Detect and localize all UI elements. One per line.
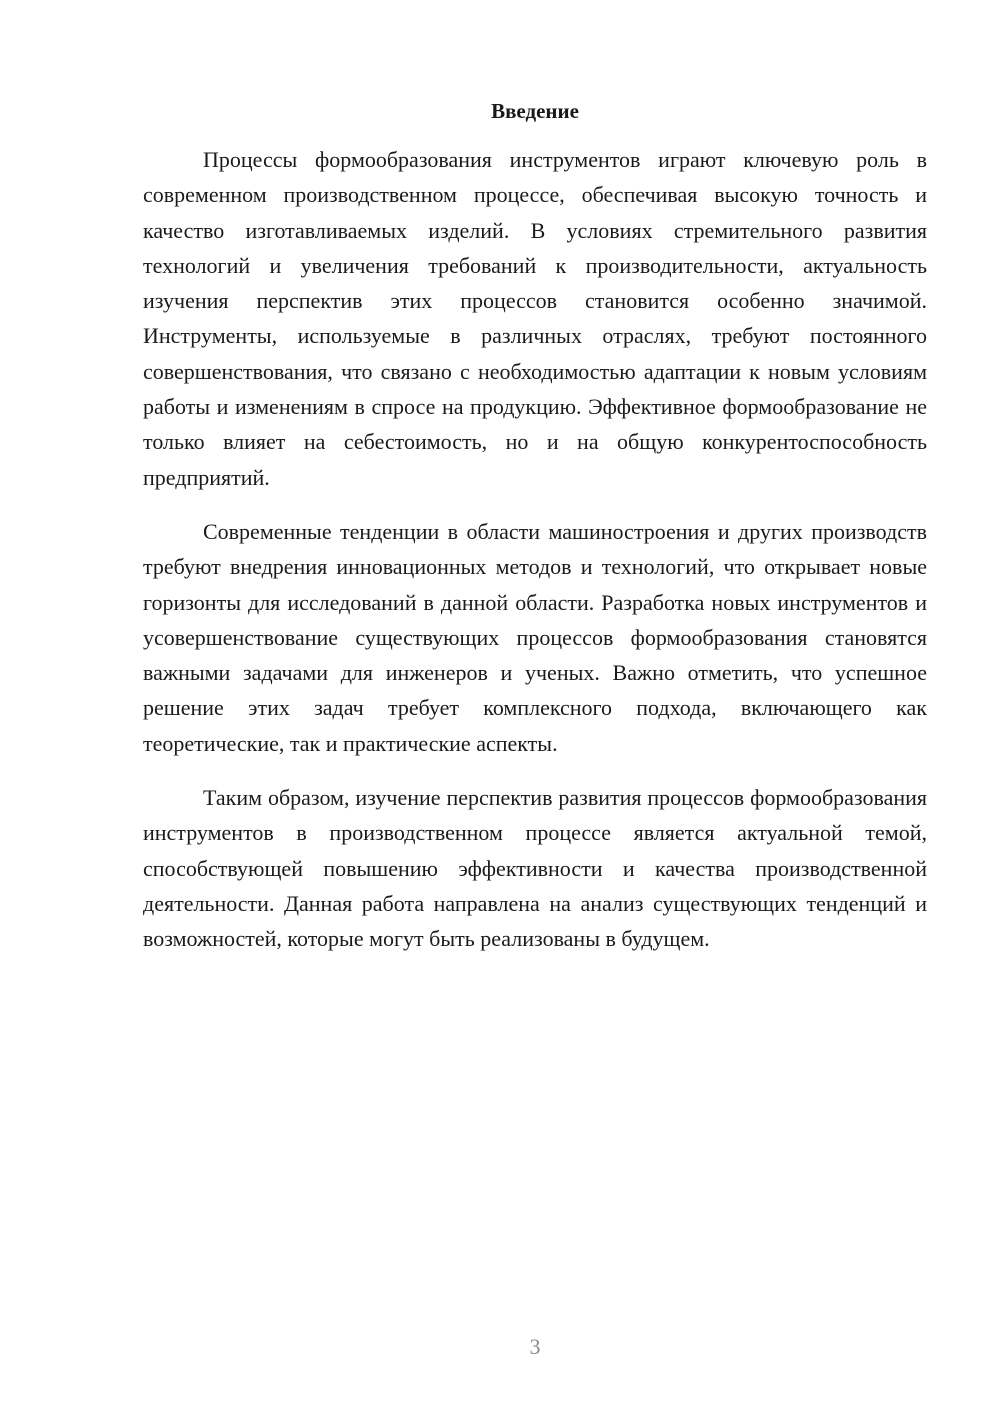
- body-text: [143, 142, 927, 976]
- section-title: Введение: [491, 99, 579, 123]
- paragraph-2: Современные тенденции в области машиностроения и других производств требуют внедрения инновационных методов и технологий, что открывает новые горизонты для исследований в данной области. Разработка новых инструментов и усовершенствование существующих процессов формообразования становятся важными задачами для инженеров и ученых. Важно отметить, что успешное решение этих задач требует комплексного подхода, включающего как теоретические, так и практические аспекты.: [143, 518, 927, 756]
- paragraph-1: Процессы формообразования инструментов играют ключевую роль в современном производственном процессе, обеспечивая высокую точность и качество изготавливаемых изделий. В условиях стремительного развития технологий и увеличения требований к производительности, актуальность изучения перспектив этих процессов становится особенно значимой. Инструменты, используемые в различных отраслях, требуют постоянного совершенствования, что связано с необходимостью адаптации к новым условиям работы и изменениям в спросе на продукцию. Эффективное формообразование не только влияет на себестоимость, но и на общую конкурентоспособность предприятий.: [143, 147, 927, 490]
- paragraph-3: Таким образом, изучение перспектив развития процессов формообразования инструментов в производственном процессе является актуальной темой, способствующей повышению эффективности и качества производственной деятельности. Данная работа направлена на анализ существующих тенденций и возможностей, которые могут быть реализованы в будущем.: [143, 785, 927, 952]
- page-number: 3: [529, 1334, 541, 1359]
